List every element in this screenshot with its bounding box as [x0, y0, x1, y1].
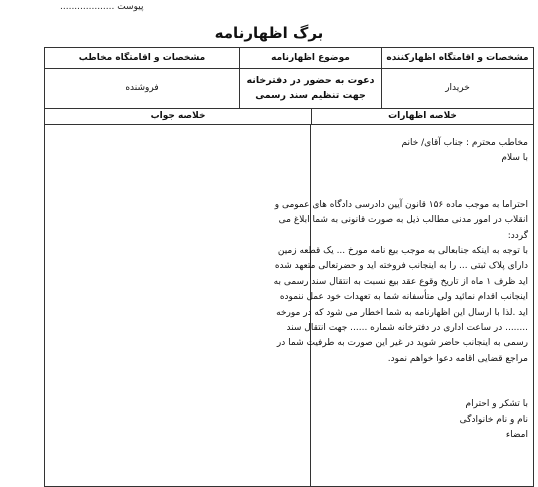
main-paragraph: با توجه به اینکه جنابعالی به موجب بیع نامه مورخ ... یک قطعه زمین دارای پلاک ثبتی ... را به اینجانب فروخته اید و حضرتعالی متعهد شده اید ظرف ۱ ماه از تاریخ وقوع عقد بیع نسبت به انتقال سند رسمی به اینجانب اقدام نمائید ولی متأسفانه شما به تعهدات خود عمل ننموده اید .لذا با ارسال این اظهارنامه به شما اخطار می شود که در مورخه ........ در ساعت اداری در دفترخانه شماره ...... جهت انتقال سند رسمی به اینجانب حاضر شوید در غیر این صورت به طرفیت شما در مراجع قضایی اقامه دعوا خواهم نمود.	[273, 246, 528, 364]
addressee-header: مشخصات و اقامتگاه مخاطب	[78, 53, 206, 63]
declaration-form	[44, 47, 534, 487]
declaration-text	[270, 136, 528, 444]
summary-header-row	[45, 108, 533, 125]
form-title: برگ اظهارنامه	[214, 24, 324, 42]
form-header-row	[45, 48, 533, 69]
spacer	[270, 167, 528, 198]
addressee-value: فروشنده	[125, 83, 159, 93]
summary-header: خلاصه اظهارات	[311, 108, 533, 124]
signature-line: امضاء	[505, 430, 528, 441]
closing-line: با تشکر و احترام	[465, 399, 528, 410]
attachment-line: پیوست ...................	[60, 2, 144, 12]
reply-header: خلاصه جواب	[150, 111, 206, 121]
subject-value: دعوت به حضور در دفترخانه جهت تنظیم سند رسمی	[239, 68, 381, 108]
subject-header: موضوع اظهارنامه	[239, 48, 381, 68]
declarant-value: خریدار	[381, 68, 533, 108]
form-values-row	[45, 68, 533, 109]
salutation-line: مخاطب محترم : جناب آقای/ خانم	[401, 138, 528, 148]
declarant-header: مشخصات و اقامتگاه اظهارکننده	[381, 48, 533, 68]
name-line: نام و نام خانوادگی	[459, 414, 528, 425]
spacer	[270, 367, 528, 397]
greeting-line: با سلام	[501, 153, 528, 164]
intro-paragraph: احتراما به موجب ماده ۱۵۶ قانون آیین دادرسی دادگاه های عمومی و انقلاب در امور مدنی مطالب ذیل به صورت قانونی به شما ابلاغ می گردد:	[274, 199, 528, 241]
